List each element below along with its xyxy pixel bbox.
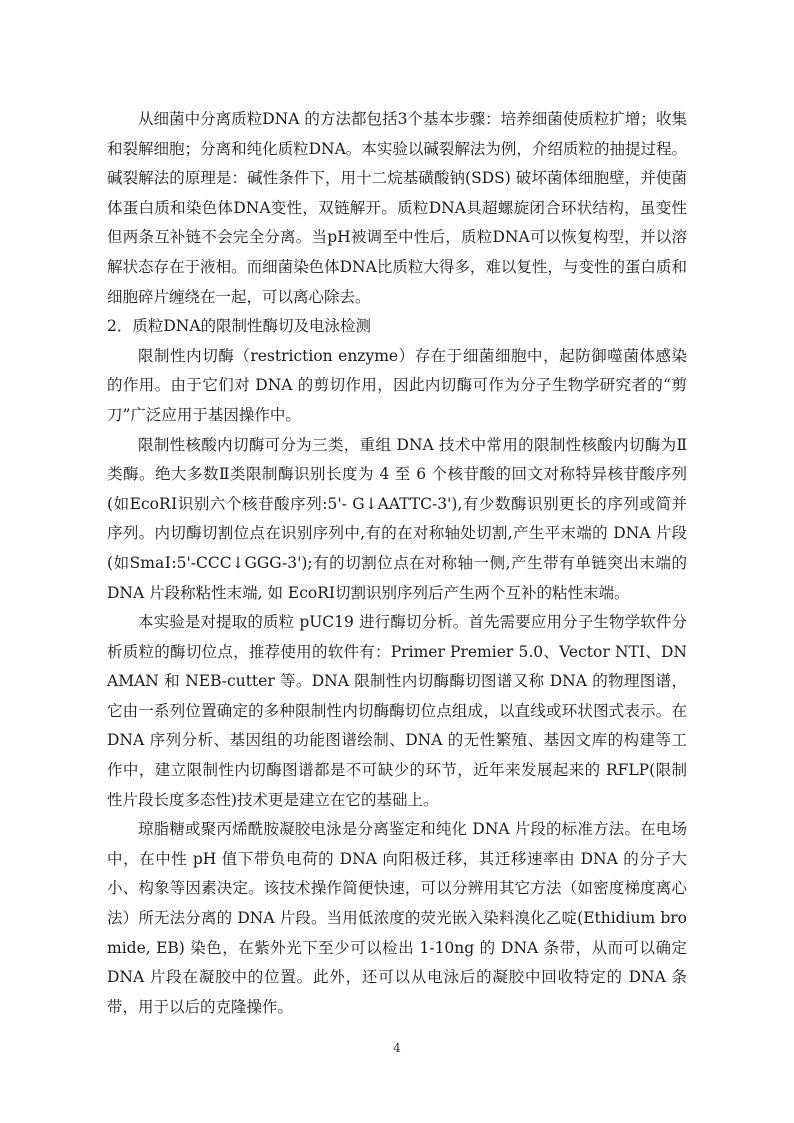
paragraph-gel-electrophoresis: 琼脂糖或聚丙烯酰胺凝胶电泳是分离鉴定和纯化 DNA 片段的标准方法。在电场中，在中性 pH 值下带负电荷的 DNA 向阳极迁移，其迁移速率由 DNA 的分子大小、构象等因素决定。该技术操作简便快速，可以分辨用其它方法（如密度梯度离心法）所无法分离的 DNA 片段。当用低浓度的荧光嵌入染料溴化乙啶(Ethidium bromide, EB) 染色，在紫外光下至少可以检出 1-10ng 的 DNA 条带，从而可以确定 DNA 片段在凝胶中的位置。此外，还可以从电泳后的凝胶中回收特定的 DNA 条带，用于以后的克隆操作。 xyxy=(107,820,687,1016)
paragraph-plasmid-extraction: 从细菌中分离质粒DNA 的方法都包括3个基本步骤：培养细菌使质粒扩增；收集和裂解细胞；分离和纯化质粒DNA。本实验以碱裂解法为例，介绍质粒的抽提过程。碱裂解法的原理是：碱性条件下，用十二烷基磺酸钠(SDS) 破坏菌体细胞壁，并使菌体蛋白质和染色体DNA变性，双链解开。质粒DNA具超螺旋闭合环状结构，虽变性但两条互补链不会完全分离。当pH被调至中性后，质粒DNA可以恢复构型，并以溶解状态存在于液相。而细菌染色体DNA比质粒大得多，难以复性，与变性的蛋白质和细胞碎片缠绕在一起，可以离心除去。 xyxy=(107,110,687,306)
section-heading-restriction-digest: 2．质粒DNA的限制性酶切及电泳检测 xyxy=(107,317,372,336)
paragraph-enzyme-types: 限制性核酸内切酶可分为三类，重组 DNA 技术中常用的限制性核酸内切酶为Ⅱ类酶。绝大多数Ⅱ类限制酶识别长度为 4 至 6 个核苷酸的回文对称特异核苷酸序列(如EcoRⅠ识别六个核苷酸序列:5'- G↓AATTC-3'),有少数酶识别更长的序列或简并序列。内切酶切割位点在识别序列中,有的在对称轴处切割,产生平末端的 DNA 片段(如SmaⅠ:5'-CCC↓GGG-3');有的切割位点在对称轴一侧,产生带有单链突出末端的 DNA 片段称粘性末端, 如 EcoRⅠ切割识别序列后产生两个互补的粘性末端。 xyxy=(107,435,687,602)
document-body xyxy=(107,105,687,1022)
page-number: 4 xyxy=(393,1041,401,1055)
paragraph-puc19-analysis: 本实验是对提取的质粒 pUC19 进行酶切分析。首先需要应用分子生物学软件分析质粒的酶切位点，推荐使用的软件有：Primer Premier 5.0、Vector NTI、DNAMAN 和 NEB-cutter 等。DNA 限制性内切酶酶切图谱又称 DNA 的物理图谱，它由一系列位置确定的多种限制性内切酶酶切位点组成，以直线或环状图式表示。在 DNA 序列分析、基因组的功能图谱绘制、DNA 的无性繁殖、基因文库的构建等工作中，建立限制性内切酶图谱都是不可缺少的环节，近年来发展起来的 RFLP(限制性片段长度多态性)技术更是建立在它的基础上。 xyxy=(107,613,687,809)
paragraph-restriction-enzyme: 限制性内切酶（restriction enzyme）存在于细菌细胞中，起防御噬菌体感染的作用。由于它们对 DNA 的剪切作用，因此内切酶可作为分子生物学研究者的“剪刀”广泛应用于基因操作中。 xyxy=(107,346,687,424)
